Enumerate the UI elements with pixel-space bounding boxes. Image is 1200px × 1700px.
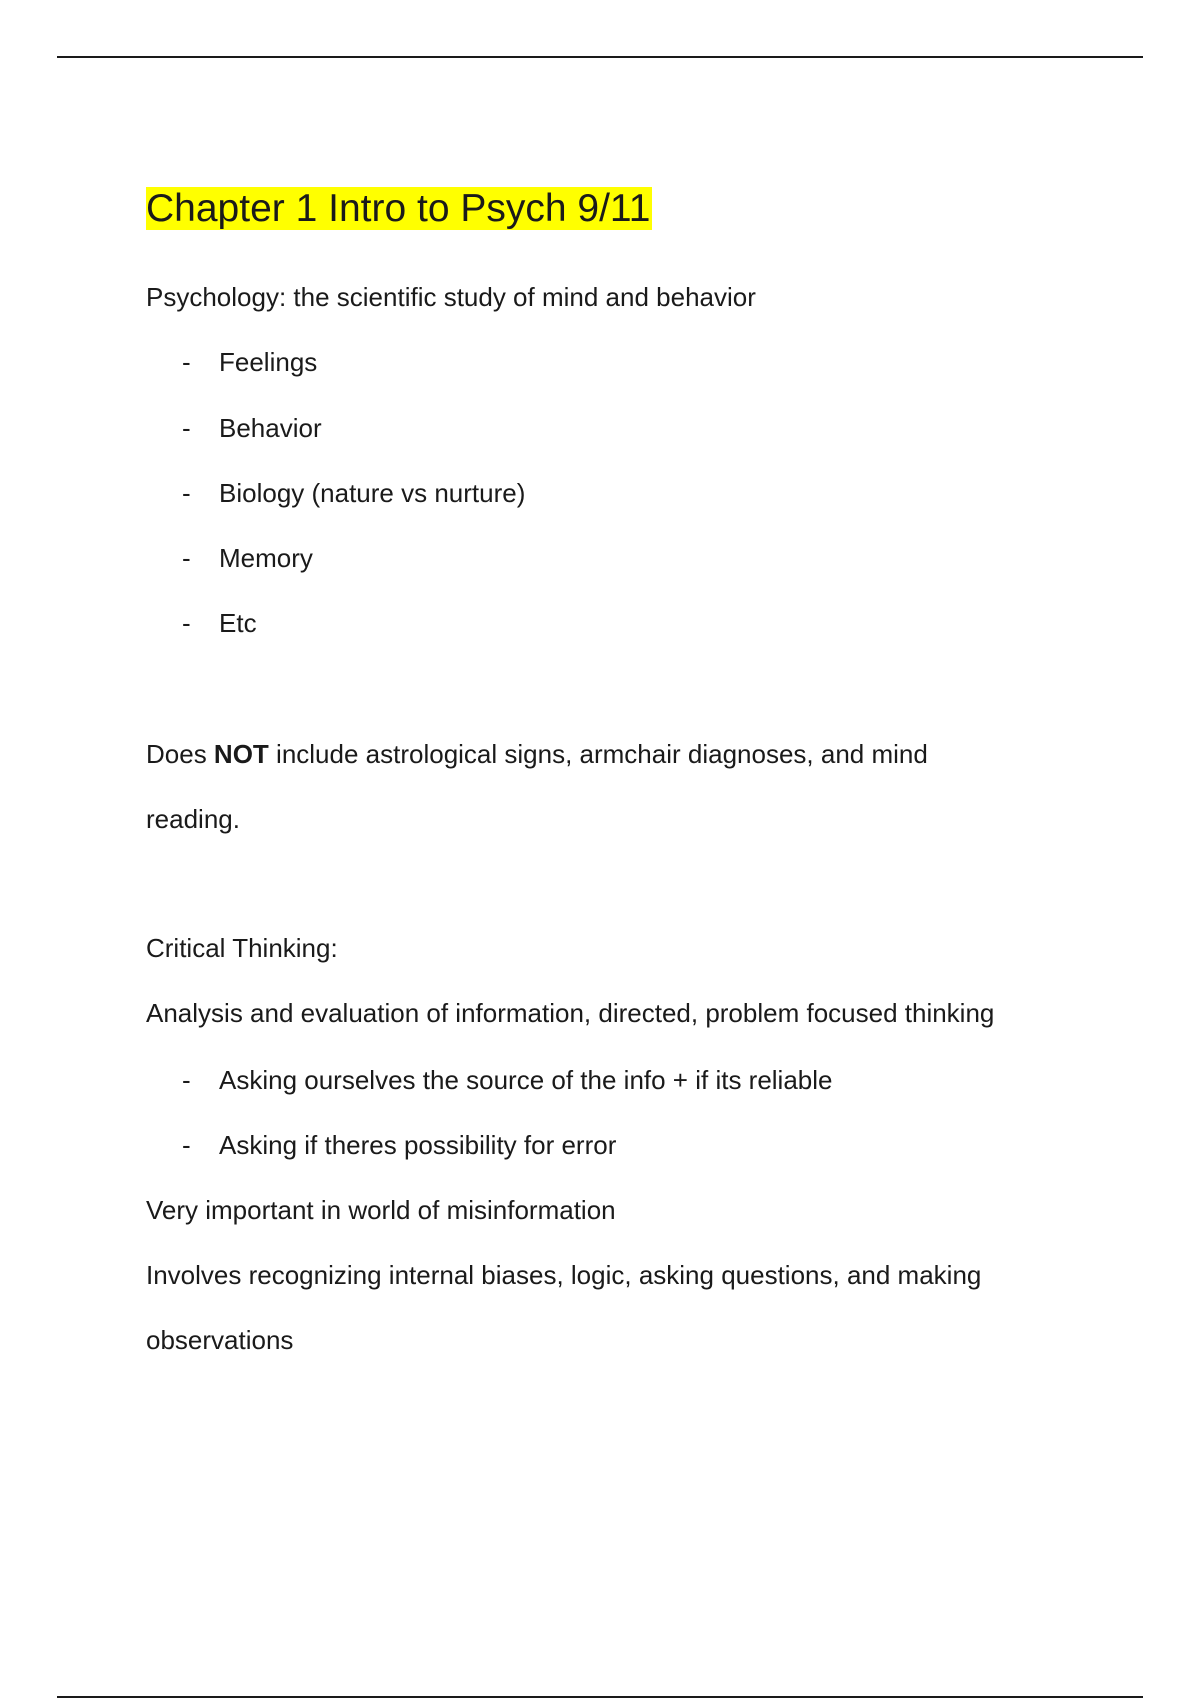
list-item-text: Asking if theres possibility for error [219,1130,617,1160]
list-item [182,1128,616,1162]
exclusion-emphasis: NOT [213,739,269,769]
list-item-text: Feelings [219,347,318,377]
exclusion-statement-continued: reading. [146,804,240,834]
list-item [182,541,313,575]
list-item [182,606,257,640]
header-rule [57,56,1143,58]
importance-note: Very important in world of misinformation [146,1195,616,1225]
footer-rule [57,1696,1143,1698]
list-item [182,476,525,510]
bullet-dash: - [182,1065,191,1095]
psychology-definition: Psychology: the scientific study of mind and behavior [146,282,756,312]
bullet-dash: - [182,413,191,443]
list-item [182,1063,833,1097]
heading-highlight: Chapter 1 Intro to Psych 9/11 [146,187,651,230]
bullet-dash: - [182,478,191,508]
critical-thinking-title: Critical Thinking: [146,933,338,963]
exclusion-rest: include astrological signs, armchair diagnoses, and mind [268,739,928,769]
exclusion-prefix: Does [146,739,214,769]
list-item-text: Behavior [219,413,322,443]
list-item-text: Biology (nature vs nurture) [219,478,526,508]
critical-thinking-description: Analysis and evaluation of information, directed, problem focused thinking [146,998,995,1028]
list-item [182,345,317,379]
list-item [182,411,322,445]
bullet-dash: - [182,347,191,377]
bullet-dash: - [182,1130,191,1160]
list-item-text: Etc [219,608,257,638]
list-item-text: Asking ourselves the source of the info + if its reliable [219,1065,833,1095]
bullet-dash: - [182,608,191,638]
bullet-dash: - [182,543,191,573]
list-item-text: Memory [219,543,313,573]
involves-note: Involves recognizing internal biases, logic, asking questions, and making [146,1260,982,1290]
involves-note-continued: observations [146,1325,294,1355]
chapter-heading [146,183,652,235]
exclusion-statement [146,737,928,771]
